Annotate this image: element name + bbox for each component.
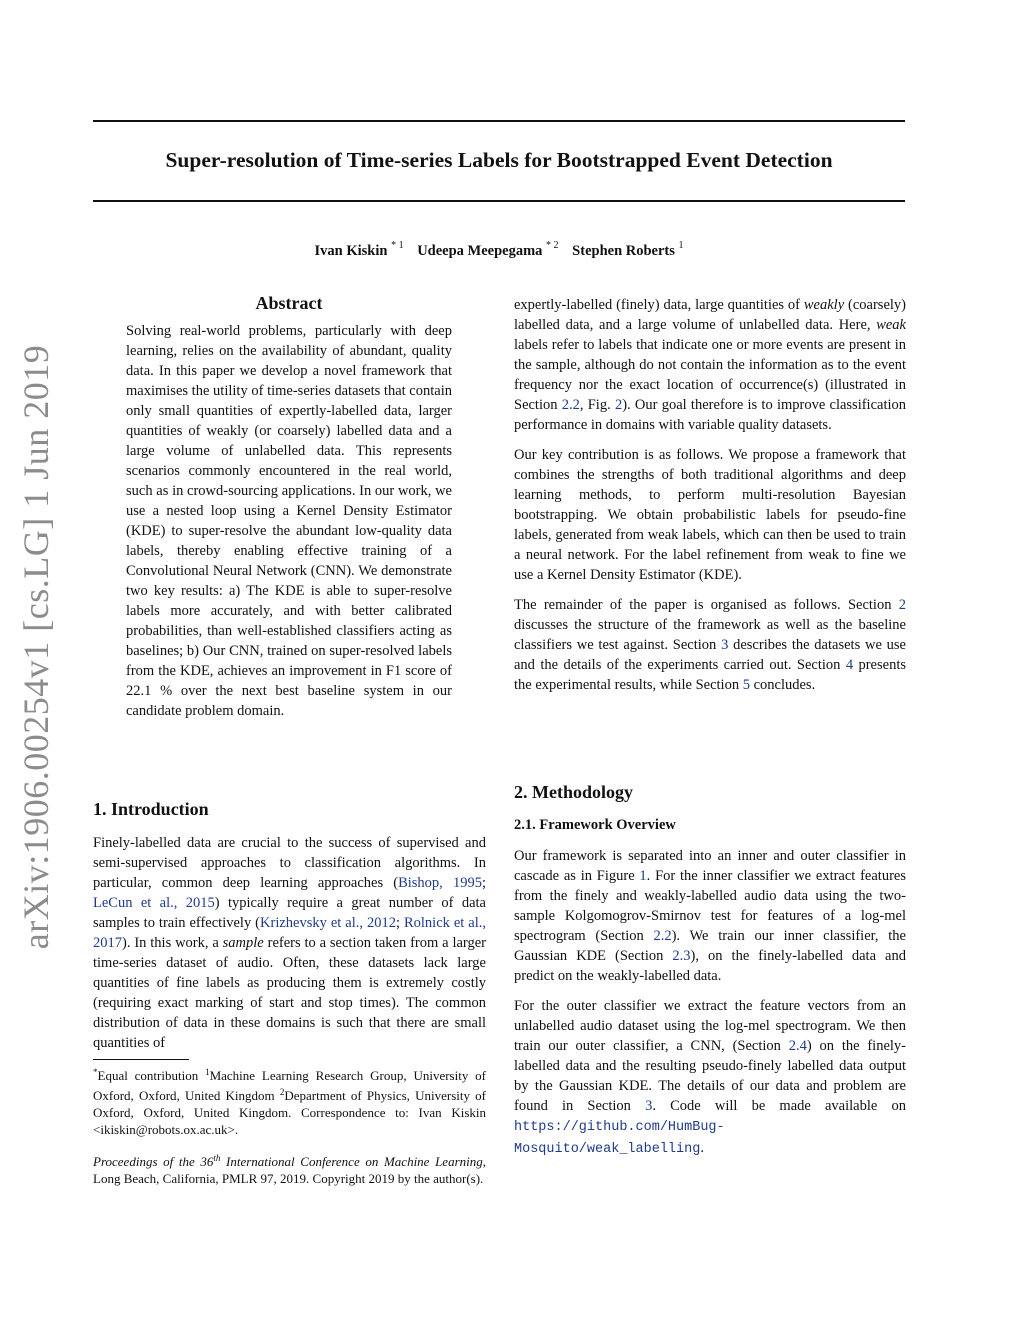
framework-overview-body — [514, 846, 906, 1170]
citation-link[interactable]: Bishop, 1995 — [398, 875, 482, 891]
text-span: , Fig. — [579, 397, 615, 413]
framework-overview-heading: 2.1. Framework Overview — [514, 817, 676, 833]
methodology-heading: 2. Methodology — [514, 782, 633, 802]
right-paragraph-1 — [514, 295, 906, 435]
introduction-paragraph — [93, 833, 486, 1053]
footnote-rule — [93, 1059, 189, 1060]
introduction-body — [93, 833, 486, 1063]
arxiv-stamp-text: arXiv:1906.00254v1 [cs.LG] 1 Jun 2019 — [16, 344, 56, 950]
text-span: Finely-labelled data are crucial to the success of supervised and semi-supervised approaches to classification algorithms. In particular, common deep learning approaches ( — [93, 835, 486, 891]
text-span: ) typically require a great number of data samples to train effectively ( — [93, 895, 486, 931]
text-span: concludes. — [749, 677, 816, 693]
text-span: . Code will be made available on — [652, 1098, 906, 1114]
text-span: ; — [481, 875, 487, 891]
citation-link[interactable]: Krizhevsky et al., 2012 — [260, 915, 396, 931]
author-3 — [572, 234, 683, 263]
text-span: International Conference on Machine Learning — [220, 1154, 483, 1169]
footnote — [93, 1064, 486, 1138]
text-span: ). Our goal therefore is to improve classification performance in domains with variable quality datasets. — [514, 397, 907, 433]
text-span: th — [213, 1153, 221, 1163]
text-span: refers to a section taken from a larger time-series dataset of audio. Often, these datasets lack large quantities of fine labels as producing them is extremely costly (requiring exact marking of start and stop times). The common distribution of data in these domains is such that there are small quantities of — [93, 935, 486, 1051]
text-span: ). We train our inner classifier, the Gaussian KDE (Section — [514, 928, 906, 964]
text-span: (coarsely) labelled data, and a large volume of unlabelled data. Here, — [514, 297, 906, 333]
proceedings-note — [93, 1150, 486, 1187]
section-ref-link[interactable]: 2.4 — [788, 1038, 807, 1054]
text-span: The remainder of the paper is organised as follows. Section — [514, 597, 899, 613]
author-affiliation-mark: * 2 — [546, 240, 559, 251]
author-affiliation-mark: 1 — [678, 240, 684, 251]
text-span: describes the datasets we use and the details of the experiments carried out. Section — [514, 637, 906, 673]
section-ref-link[interactable]: 2 — [898, 597, 906, 613]
author-affiliation-mark: * 1 — [391, 240, 404, 251]
right-paragraph-2: Our key contribution is as follows. We propose a framework that combines the strengths of both traditional algorithms and deep learning methods, to perform multi-resolution Bayesian bootstrapping. We obtain probabilistic labels for pseudo-fine labels, generated from weak labels, which can then be used to train a neural network. For the label refinement from weak to fine we use a Kernel Density Estimator (KDE). — [514, 447, 906, 583]
title-rule-top — [93, 120, 905, 122]
author-name: Udeepa Meepegama — [417, 243, 543, 259]
text-span: . — [700, 1140, 704, 1156]
text-span: Proceedings of the — [93, 1154, 201, 1169]
section-ref-link[interactable]: 3 — [721, 637, 729, 653]
introduction-heading: 1. Introduction — [93, 799, 209, 819]
text-span: For the outer classifier we extract the feature vectors from an unlabelled audio dataset using the log-mel spectrogram. We then train our outer classifier, a CNN, (Section — [514, 998, 906, 1054]
footnote-mark: * — [93, 1067, 98, 1077]
author-name: Stephen Roberts — [572, 243, 675, 259]
text-span: Equal contribution — [97, 1068, 206, 1083]
citation-link[interactable]: LeCun et al., 2015 — [93, 895, 215, 911]
text-span: discusses the structure of the framework as well as the baseline classifiers we test against. Section — [514, 617, 906, 653]
citation-link[interactable]: Rolnick et al., 2017 — [93, 915, 487, 951]
abstract-text: Solving real-world problems, particularly with deep learning, relies on the availability of abundant, quality data. In this paper we develop a novel framework that maximises the utility of time-series datasets that contain only small quantities of expertly-labelled data, larger quantities of weakly (or coarsely) labelled data and a large volume of unlabelled data. This represents scenarios commonly encountered in the real world, such as in crowd-sourcing applications. In our work, we use a nested loop using a Kernel Density Estimator (KDE) to super-resolve the abundant low-quality data labels, thereby enabling effective training of a Convolutional Neural Network (CNN). We demonstrate two key results: a) The KDE is able to super-resolve labels more accurately, and with better calibrated probabilities, than well-established classifiers acting as baselines; b) Our CNN, trained on super-resolved labels from the KDE, achieves an improvement in F1 score of 22.1 % over the next best baseline system in our candidate problem domain. — [126, 323, 452, 719]
right-paragraph-3 — [514, 595, 906, 695]
text-span: Machine Learning Research Group, University of Oxford, Oxford, United Kingdom — [93, 1068, 486, 1103]
figure-ref-link[interactable]: 1 — [639, 868, 647, 884]
title-rule-bottom — [93, 200, 905, 202]
text-span: expertly-labelled (finely) data, large quantities of — [514, 297, 804, 313]
text-span: ), on the finely-labelled data and predict on the weakly-labelled data. — [514, 948, 906, 984]
section-ref-link[interactable]: 2.2 — [561, 397, 580, 413]
text-span: labels refer to labels that indicate one or more events are present in the sample, although do not contain the information as to the event frequency nor the exact location of occurrence(s) (illustrated in Section — [514, 337, 906, 413]
text-span: presents the experimental results, while Section — [514, 657, 906, 693]
author-2 — [417, 234, 558, 263]
figure-ref-link[interactable]: 2 — [614, 397, 623, 413]
paper-title: Super-resolution of Time-series Labels for Bootstrapped Event Detection — [165, 148, 833, 172]
abstract-heading: Abstract — [255, 293, 323, 313]
emphasis: weak — [876, 317, 906, 333]
author-list — [93, 234, 905, 263]
section-ref-link[interactable]: 5 — [742, 677, 750, 693]
text-span: . For the inner classifier we extract features from the finely and weakly-labelled audio data using the two-sample Kolgomogrov-Smirnov test for features of a log-mel spectrogram (Section — [514, 868, 906, 944]
text-span: Department of Physics, University of Oxford, Oxford, United Kingdom. Correspondence to: Ivan Kiskin <ikiskin@robots.ox.ac.uk>. — [93, 1088, 486, 1137]
author-1 — [314, 234, 403, 263]
footnote-mark: 1 — [205, 1067, 210, 1077]
author-name: Ivan Kiskin — [314, 243, 388, 259]
right-column-intro — [514, 295, 906, 705]
emphasis: weakly — [803, 297, 845, 313]
right-paragraph-4 — [514, 846, 906, 986]
emphasis: sample — [222, 935, 264, 951]
section-ref-link[interactable]: 2.2 — [653, 928, 672, 944]
text-span: Our framework is separated into an inner and outer classifier in cascade as in Figure — [514, 848, 906, 884]
text-span: ) on the finely-labelled data and the resulting pseudo-finely labelled data output by the Gaussian KDE. The details of our data and problem are found in Section — [514, 1038, 906, 1114]
section-ref-link[interactable]: 3 — [645, 1098, 653, 1114]
footnote-mark: 2 — [279, 1087, 285, 1097]
right-paragraph-5 — [514, 996, 906, 1160]
text-span: ; — [395, 915, 404, 931]
text-span: 36 — [200, 1154, 214, 1169]
section-ref-link[interactable]: 2.3 — [672, 948, 691, 964]
text-span: ). In this work, a — [122, 935, 223, 951]
code-url-link[interactable]: https://github.com/HumBug-Mosquito/weak_labelling — [514, 1120, 725, 1157]
text-span: , Long Beach, California, PMLR 97, 2019. Copyright 2019 by the author(s). — [93, 1154, 486, 1186]
section-ref-link[interactable]: 4 — [845, 657, 854, 673]
